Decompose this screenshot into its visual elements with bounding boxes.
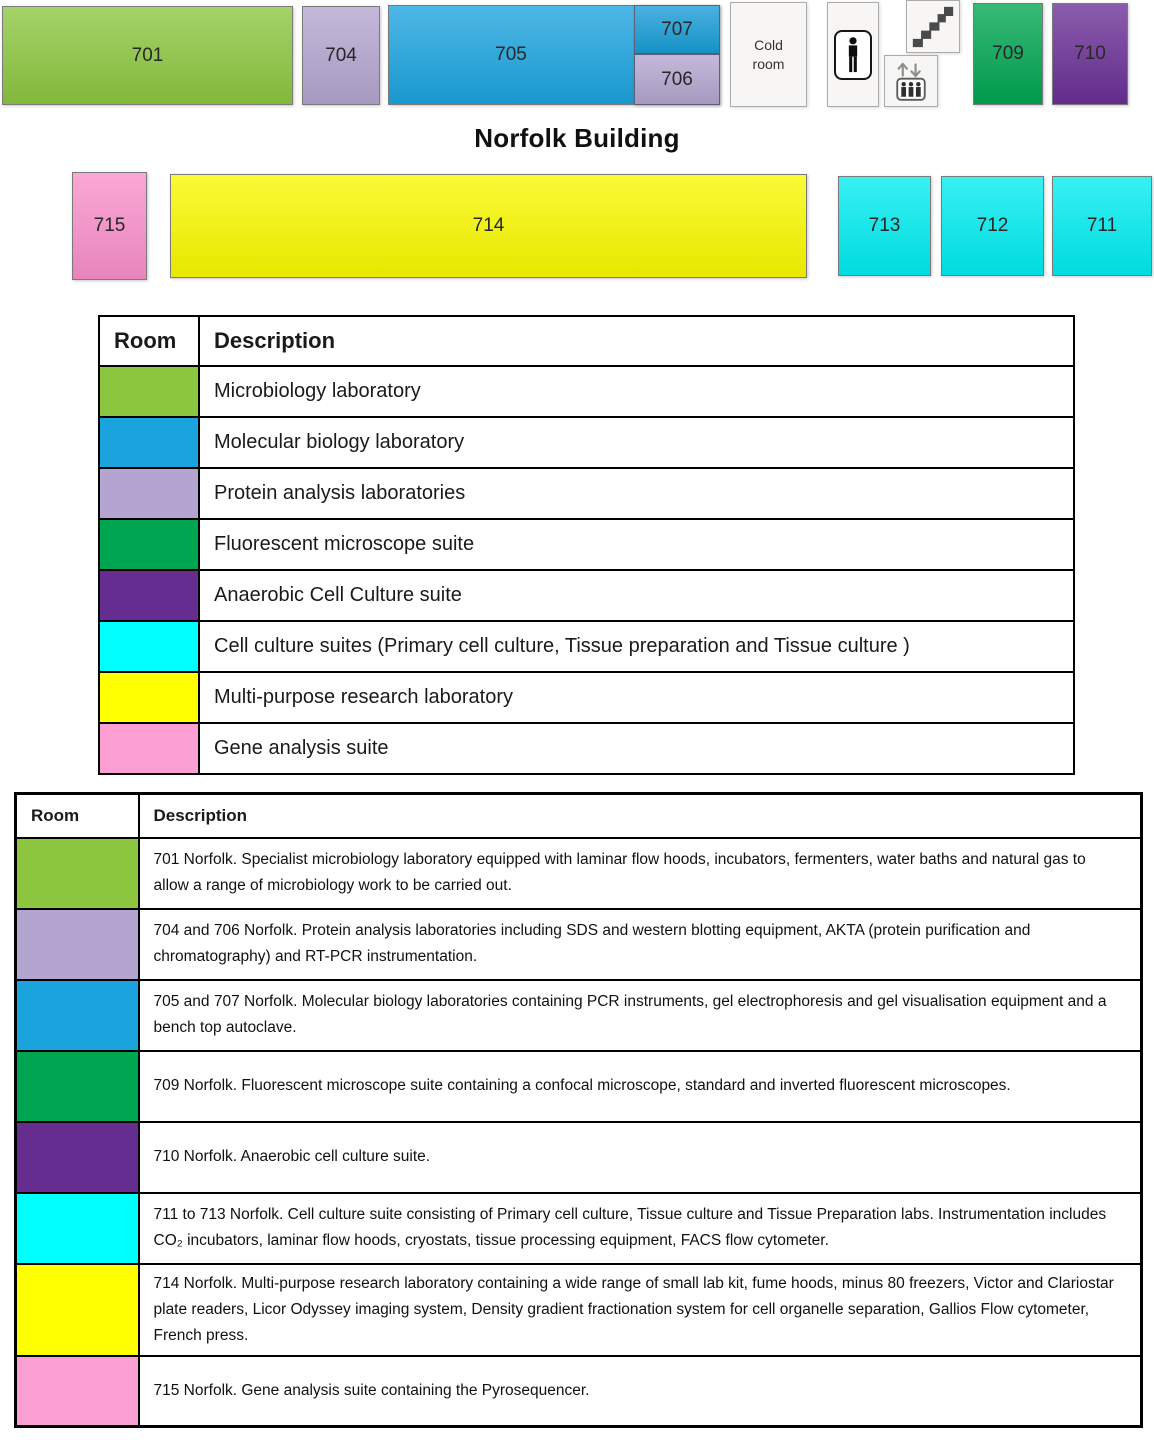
room-label-714: 714 bbox=[472, 215, 505, 236]
legend-description: Gene analysis suite bbox=[199, 723, 1074, 774]
detail-row bbox=[16, 1051, 1142, 1122]
legend-description: Microbiology laboratory bbox=[199, 366, 1074, 417]
room-label-701: 701 bbox=[131, 44, 164, 66]
legend-description: Protein analysis laboratories bbox=[199, 468, 1074, 519]
detail-swatch bbox=[16, 1193, 139, 1264]
detail-row bbox=[16, 1264, 1142, 1356]
detail-swatch bbox=[16, 1122, 139, 1193]
legend-header-room: Room bbox=[99, 316, 199, 366]
legend-description: Multi-purpose research laboratory bbox=[199, 672, 1074, 723]
room-label-712: 712 bbox=[976, 215, 1009, 236]
detail-swatch bbox=[16, 1051, 139, 1122]
room-label-709: 709 bbox=[992, 43, 1024, 64]
stairs-block bbox=[906, 0, 960, 53]
detail-description: 710 Norfolk. Anaerobic cell culture suite. bbox=[139, 1122, 1142, 1193]
detail-description: 711 to 713 Norfolk. Cell culture suite consisting of Primary cell culture, Tissue culture and Tissue Preparation labs. Instrumentation includes CO₂ incubators, laminar flow hoods, cryostats, tissue processing equipment, FACS flow cytometer. bbox=[139, 1193, 1142, 1264]
room-label-715: 715 bbox=[93, 215, 126, 236]
legend-header-row bbox=[99, 316, 1074, 366]
toilet-icon bbox=[834, 30, 872, 80]
detail-description: 714 Norfolk. Multi-purpose research laboratory containing a wide range of small lab kit, fume hoods, minus 80 freezers, Victor and Clariostar plate readers, Licor Odyssey imaging system, Density gradient fractionation system for cell organelle separation, Gallios Flow cytometer, French press. bbox=[139, 1264, 1142, 1356]
cold-room-label: Cold room bbox=[752, 36, 785, 72]
detail-swatch bbox=[16, 1356, 139, 1427]
detail-row bbox=[16, 1356, 1142, 1427]
legend-swatch bbox=[99, 570, 199, 621]
legend-row bbox=[99, 723, 1074, 774]
detail-row bbox=[16, 1122, 1142, 1193]
room-block-714 bbox=[170, 174, 807, 278]
lift-block bbox=[884, 55, 938, 107]
legend-swatch bbox=[99, 723, 199, 774]
room-label-713: 713 bbox=[868, 215, 901, 236]
legend-row bbox=[99, 417, 1074, 468]
legend-swatch bbox=[99, 468, 199, 519]
detail-swatch bbox=[16, 980, 139, 1051]
detail-description: 705 and 707 Norfolk. Molecular biology laboratories containing PCR instruments, gel electrophoresis and gel visualisation equipment and a bench top autoclave. bbox=[139, 980, 1142, 1051]
legend-swatch bbox=[99, 366, 199, 417]
toilet-block bbox=[827, 2, 879, 107]
room-block-709 bbox=[973, 3, 1043, 105]
detail-swatch bbox=[16, 838, 139, 909]
legend-description: Cell culture suites (Primary cell culture, Tissue preparation and Tissue culture ) bbox=[199, 621, 1074, 672]
room-label-711: 711 bbox=[1086, 215, 1118, 236]
legend-description: Fluorescent microscope suite bbox=[199, 519, 1074, 570]
legend-table bbox=[98, 315, 1075, 775]
room-block-701 bbox=[2, 6, 293, 105]
legend-description: Molecular biology laboratory bbox=[199, 417, 1074, 468]
legend-header-description: Description bbox=[199, 316, 1074, 366]
detail-row bbox=[16, 1193, 1142, 1264]
detail-description: 709 Norfolk. Fluorescent microscope suite containing a confocal microscope, standard and inverted fluorescent microscopes. bbox=[139, 1051, 1142, 1122]
legend-row bbox=[99, 621, 1074, 672]
legend-row bbox=[99, 366, 1074, 417]
detail-swatch bbox=[16, 1264, 139, 1356]
room-label-705: 705 bbox=[495, 44, 527, 65]
legend-row bbox=[99, 570, 1074, 621]
room-block-711 bbox=[1052, 176, 1152, 276]
detail-description: 701 Norfolk. Specialist microbiology laboratory equipped with laminar flow hoods, incubators, fermenters, water baths and natural gas to allow a range of microbiology work to be carried out. bbox=[139, 838, 1142, 909]
room-label-706: 706 bbox=[661, 68, 693, 90]
legend-description: Anaerobic Cell Culture suite bbox=[199, 570, 1074, 621]
detail-swatch bbox=[16, 909, 139, 980]
legend-swatch bbox=[99, 417, 199, 468]
room-label-707: 707 bbox=[661, 18, 693, 40]
detail-table bbox=[14, 792, 1143, 1428]
stairs-icon bbox=[911, 5, 955, 49]
legend-row bbox=[99, 519, 1074, 570]
room-label-710: 710 bbox=[1074, 43, 1106, 64]
detail-row bbox=[16, 909, 1142, 980]
room-block-712 bbox=[941, 176, 1044, 276]
room-block-706 bbox=[634, 54, 720, 105]
lift-icon bbox=[889, 59, 933, 103]
legend-swatch bbox=[99, 519, 199, 570]
detail-header-room: Room bbox=[16, 794, 139, 838]
detail-header-description: Description bbox=[139, 794, 1142, 838]
detail-row bbox=[16, 838, 1142, 909]
cold-room-block bbox=[730, 2, 807, 107]
room-block-707 bbox=[634, 5, 720, 54]
detail-description: 704 and 706 Norfolk. Protein analysis laboratories including SDS and western blotting equipment, AKTA (protein purification and chromatography) and RT-PCR instrumentation. bbox=[139, 909, 1142, 980]
legend-swatch bbox=[99, 621, 199, 672]
room-block-710 bbox=[1052, 3, 1128, 105]
room-block-704 bbox=[302, 6, 380, 105]
detail-header-row bbox=[16, 794, 1142, 838]
legend-swatch bbox=[99, 672, 199, 723]
room-label-704: 704 bbox=[325, 44, 357, 66]
detail-row bbox=[16, 980, 1142, 1051]
building-title: Norfolk Building bbox=[474, 123, 680, 153]
room-block-713 bbox=[838, 176, 931, 276]
detail-description: 715 Norfolk. Gene analysis suite containing the Pyrosequencer. bbox=[139, 1356, 1142, 1427]
room-block-715 bbox=[72, 172, 147, 280]
legend-row bbox=[99, 468, 1074, 519]
legend-row bbox=[99, 672, 1074, 723]
